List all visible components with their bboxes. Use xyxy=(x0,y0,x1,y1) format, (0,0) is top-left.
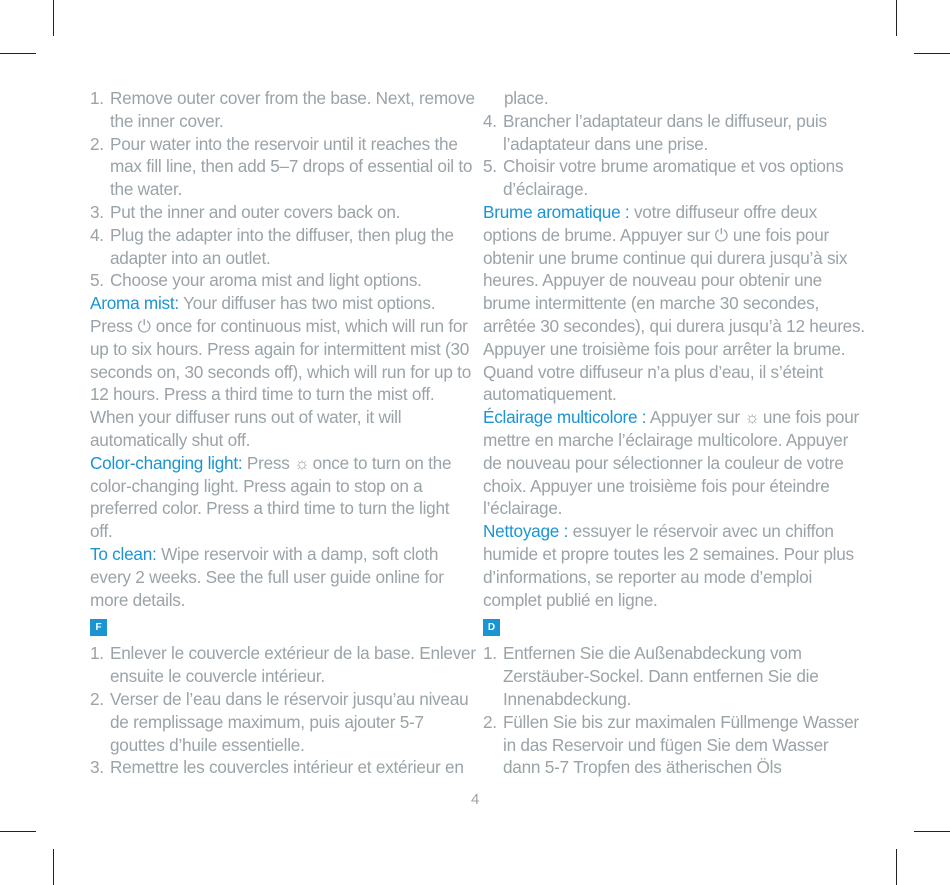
aroma-mist-label: Aroma mist: xyxy=(90,293,179,314)
light-icon: ☼ xyxy=(744,407,760,428)
fr-step-5: 5. Choisir votre brume aromatique et vos options d’éclairage. xyxy=(483,156,844,200)
crop-mark xyxy=(914,53,950,54)
de-step-1: 1. Entfernen Sie die Außenabdeckung vom Zerstäuber-Sockel. Dann entfernen Sie die Innenabdeckung. xyxy=(483,643,819,709)
crop-mark xyxy=(53,849,54,885)
page-number: 4 xyxy=(470,791,480,808)
light-icon: ☼ xyxy=(294,452,310,473)
german-section-badge: D xyxy=(483,619,500,636)
brume-label: Brume aromatique : xyxy=(483,201,630,222)
brume-paragraph: Brume aromatique : votre diffuseur offre deux options de brume. Appuyer sur ⏻ une fois pour obtenir une brume continue qui durera jusqu’à six heures. Appuyer de nouveau pour obtenir une brume intermittente (en marche 30 secondes, arrêtée 30 secondes), qui durera jusqu’à 12 heures. Appuyer une troisième fois pour arrêter la brume. Quand votre diffuseur n’a plus d’eau, il s’éteint automatiquement. xyxy=(483,201,865,405)
color-light-paragraph: Color-changing light: Press ☼ once to turn on the color-changing light. Press again to stop on a preferred color. Press a third time to turn the light off. xyxy=(90,452,452,542)
en-step-4: 4. Plug the adapter into the diffuser, then plug the adapter into an outlet. xyxy=(90,224,454,268)
power-icon: ⏻ xyxy=(137,315,151,336)
crop-mark xyxy=(896,0,897,36)
crop-mark xyxy=(914,831,950,832)
crop-mark xyxy=(896,849,897,885)
nettoyage-paragraph: Nettoyage : essuyer le réservoir avec un chiffon humide et propre toutes les 2 semaines. Pour plus d’informations, se reporter au mode d’emploi complet publié en ligne. xyxy=(483,521,854,610)
nettoyage-label: Nettoyage : xyxy=(483,521,569,542)
de-step-2: 2. Füllen Sie bis zur maximalen Füllmenge Wasser in das Reservoir und fügen Sie dem Wasser dann 5-7 Tropfen des ätherischen Öls xyxy=(483,711,859,778)
french-section-badge: F xyxy=(90,619,107,636)
crop-mark xyxy=(0,53,36,54)
fr-step-3: 3. Remettre les couvercles intérieur et extérieur en xyxy=(90,757,464,778)
fr-step-2: 2. Verser de l’eau dans le réservoir jusqu’au niveau de remplissage maximum, puis ajouter 5-7 gouttes d’huile essentielle. xyxy=(90,688,469,755)
en-step-3: 3. Put the inner and outer covers back on. xyxy=(90,201,401,222)
fr-step-1: 1. Enlever le couvercle extérieur de la base. Enlever ensuite le couvercle intérieur. xyxy=(90,643,476,687)
power-icon: ⏻ xyxy=(714,224,729,245)
to-clean-paragraph: To clean: Wipe reservoir with a damp, soft cloth every 2 weeks. See the full user guide online for more details. xyxy=(90,543,444,610)
eclairage-paragraph: Éclairage multicolore : Appuyer sur ☼ une fois pour mettre en marche l’éclairage multicolore. Appuyer de nouveau pour sélectionner la couleur de votre choix. Appuyer une troisième fois pour éteindre l’éclairage. xyxy=(483,407,860,519)
aroma-mist-paragraph: Aroma mist: Your diffuser has two mist options. Press ⏻ once for continuous mist, which will run for up to six hours. Press again for intermittent mist (30 seconds on, 30 seconds off), which will run for up to 12 hours. Press a third time to turn the mist off. When your diffuser runs out of water, it will automatically shut off. xyxy=(90,293,472,450)
en-step-1: 1. Remove outer cover from the base. Next, remove the inner cover. xyxy=(90,88,475,131)
color-light-label: Color-changing light: xyxy=(90,452,243,473)
crop-mark xyxy=(53,0,54,36)
en-step-5: 5. Choose your aroma mist and light options. xyxy=(90,270,422,291)
eclairage-label: Éclairage multicolore : xyxy=(483,407,647,428)
crop-mark xyxy=(0,831,36,832)
to-clean-label: To clean: xyxy=(90,543,157,564)
en-step-2: 2. Pour water into the reservoir until it reaches the max fill line, then add 5–7 drops of essential oil to the water. xyxy=(90,133,473,200)
right-column xyxy=(483,87,868,779)
left-column xyxy=(90,87,476,779)
fr-step-3-continued: place. xyxy=(504,88,549,108)
fr-step-4: 4. Brancher l’adaptateur dans le diffuseur, puis l’adaptateur dans une prise. xyxy=(483,110,827,154)
